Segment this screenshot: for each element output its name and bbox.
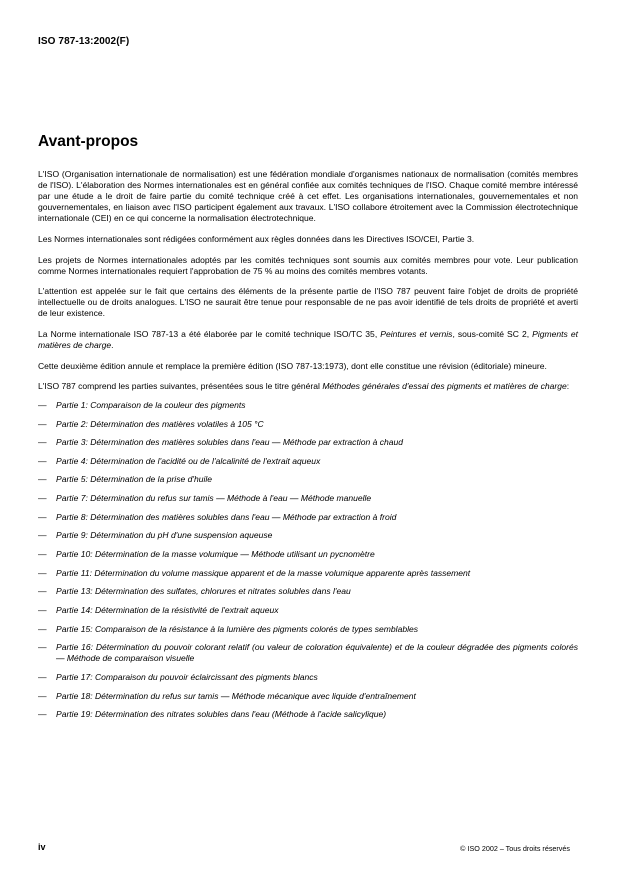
- list-dash: —: [38, 399, 47, 410]
- list-item: [38, 419, 578, 430]
- document-id-header: ISO 787-13:2002(F): [38, 36, 130, 47]
- list-item-text: Partie 5: Détermination de la prise d'huile: [56, 474, 213, 485]
- committee-tc-title: Peintures et vernis: [380, 329, 453, 340]
- list-dash: —: [38, 493, 47, 504]
- page-title: Avant-propos: [38, 133, 139, 150]
- list-item-text: Partie 2: Détermination des matières volatiles à 105 °C: [56, 418, 264, 429]
- list-dash: —: [38, 437, 47, 448]
- list-item: [38, 400, 578, 411]
- list-item: [38, 586, 578, 597]
- list-item: [38, 549, 578, 560]
- list-dash: —: [38, 690, 47, 701]
- paragraph-committee: [38, 329, 578, 351]
- list-item-text: Partie 19: Détermination des nitrates solubles dans l'eau (Méthode à l'acide salicylique): [56, 709, 387, 720]
- paragraph-patent-rights: L'attention est appelée sur le fait que certains des éléments de la présente partie de l'ISO 787 peuvent faire l'objet de droits de propriété intellectuelle ou de droits analogues. L'ISO ne saurait être tenue pour responsable de ne pas avoir identifié de tels droits de propriété et averti de leur existence.: [38, 286, 578, 319]
- committee-text: La Norme internationale ISO 787-13 a été élaborée par le comité technique ISO/TC 35,: [38, 329, 381, 340]
- list-item: [38, 605, 578, 616]
- list-item-text: Partie 1: Comparaison de la couleur des pigments: [56, 399, 246, 410]
- list-item-text: Partie 18: Détermination du refus sur tamis — Méthode mécanique avec liquide d'entraînement: [56, 690, 416, 701]
- list-item-text: Partie 3: Détermination des matières solubles dans l'eau — Méthode par extraction à chaud: [56, 437, 404, 448]
- paragraph-directives: Les Normes internationales sont rédigées conformément aux règles données dans les Directives ISO/CEI, Partie 3.: [38, 233, 475, 244]
- page-number: iv: [38, 842, 46, 852]
- list-dash: —: [38, 604, 47, 615]
- list-item-text: Partie 9: Détermination du pH d'une suspension aqueuse: [56, 530, 273, 541]
- list-item: [38, 512, 578, 523]
- list-dash: —: [38, 530, 47, 541]
- foreword-body: [38, 169, 578, 728]
- list-item-text: Partie 14: Détermination de la résistivité de l'extrait aqueux: [56, 604, 279, 615]
- list-dash: —: [38, 671, 47, 682]
- list-dash: —: [38, 623, 47, 634]
- parts-intro-colon: :: [566, 381, 570, 392]
- list-item: [38, 568, 578, 579]
- list-item-text: Partie 10: Détermination de la masse volumique — Méthode utilisant un pycnomètre: [56, 549, 375, 560]
- list-item: [38, 624, 578, 635]
- paragraph-voting: Les projets de Normes internationales adoptés par les comités techniques sont soumis aux comités membres pour vote. Leur publication comme Normes internationales requiert l'approbation de 75 % au moins des comités membres votants.: [38, 254, 578, 276]
- list-dash: —: [38, 474, 47, 485]
- list-item: [38, 709, 578, 720]
- list-dash: —: [38, 549, 47, 560]
- list-item: [38, 530, 578, 541]
- parts-intro-text: L'ISO 787 comprend les parties suivantes, présentées sous le titre général: [38, 381, 323, 392]
- paragraph-edition: Cette deuxième édition annule et remplace la première édition (ISO 787-13:1973), dont elle constitue une révision (éditoriale) mineure.: [38, 360, 547, 371]
- list-item: [38, 474, 578, 485]
- paragraph-iso-intro: L'ISO (Organisation internationale de normalisation) est une fédération mondiale d'organismes nationaux de normalisation (comités membres de l'ISO). L'élaboration des Normes internationales est en général confiée aux comités techniques de l'ISO. Chaque comité membre intéressé par une étude a le droit de faire partie du comité technique créé à cet effet. Les organisations internationales, gouvernementales et non gouvernementales, en liaison avec l'ISO participent également aux travaux. L'ISO collabore étroitement avec la Commission électrotechnique internationale (CEI) en ce qui concerne la normalisation électrotechnique.: [38, 169, 578, 224]
- committee-text-sc: , sous-comité SC 2,: [452, 329, 533, 340]
- paragraph-parts-intro: [38, 381, 578, 392]
- list-item: [38, 493, 578, 504]
- list-item-text: Partie 16: Détermination du pouvoir colorant relatif (ou valeur de coloration équivalente) et de la couleur dégradée des pigments colorés — Méthode de comparaison visuelle: [56, 642, 578, 664]
- list-item-text: Partie 7: Détermination du refus sur tamis — Méthode à l'eau — Méthode manuelle: [56, 493, 372, 504]
- list-item: [38, 642, 578, 664]
- list-dash: —: [38, 642, 47, 653]
- list-item: [38, 437, 578, 448]
- list-dash: —: [38, 586, 47, 597]
- committee-sc-title: Pigments et matières de charge: [38, 329, 578, 351]
- list-item-text: Partie 8: Détermination des matières solubles dans l'eau — Méthode par extraction à froid: [56, 511, 397, 522]
- list-dash: —: [38, 418, 47, 429]
- list-item-text: Partie 13: Détermination des sulfates, chlorures et nitrates solubles dans l'eau: [56, 586, 351, 597]
- committee-text-end: .: [111, 340, 114, 351]
- list-item-text: Partie 17: Comparaison du pouvoir éclaircissant des pigments blancs: [56, 671, 318, 682]
- list-item-text: Partie 4: Détermination de l'acidité ou de l'alcalinité de l'extrait aqueux: [56, 455, 321, 466]
- parts-general-title: Méthodes générales d'essai des pigments et matières de charge: [322, 381, 567, 392]
- copyright-notice: © ISO 2002 – Tous droits réservés: [460, 844, 570, 853]
- parts-list: [38, 400, 578, 720]
- list-dash: —: [38, 511, 47, 522]
- list-dash: —: [38, 709, 47, 720]
- list-dash: —: [38, 567, 47, 578]
- list-item: [38, 691, 578, 702]
- list-dash: —: [38, 455, 47, 466]
- list-item: [38, 672, 578, 683]
- list-item-text: Partie 11: Détermination du volume massique apparent et de la masse volumique apparente après tassement: [56, 567, 471, 578]
- list-item-text: Partie 15: Comparaison de la résistance à la lumière des pigments colorés de types semblables: [56, 623, 419, 634]
- list-item: [38, 456, 578, 467]
